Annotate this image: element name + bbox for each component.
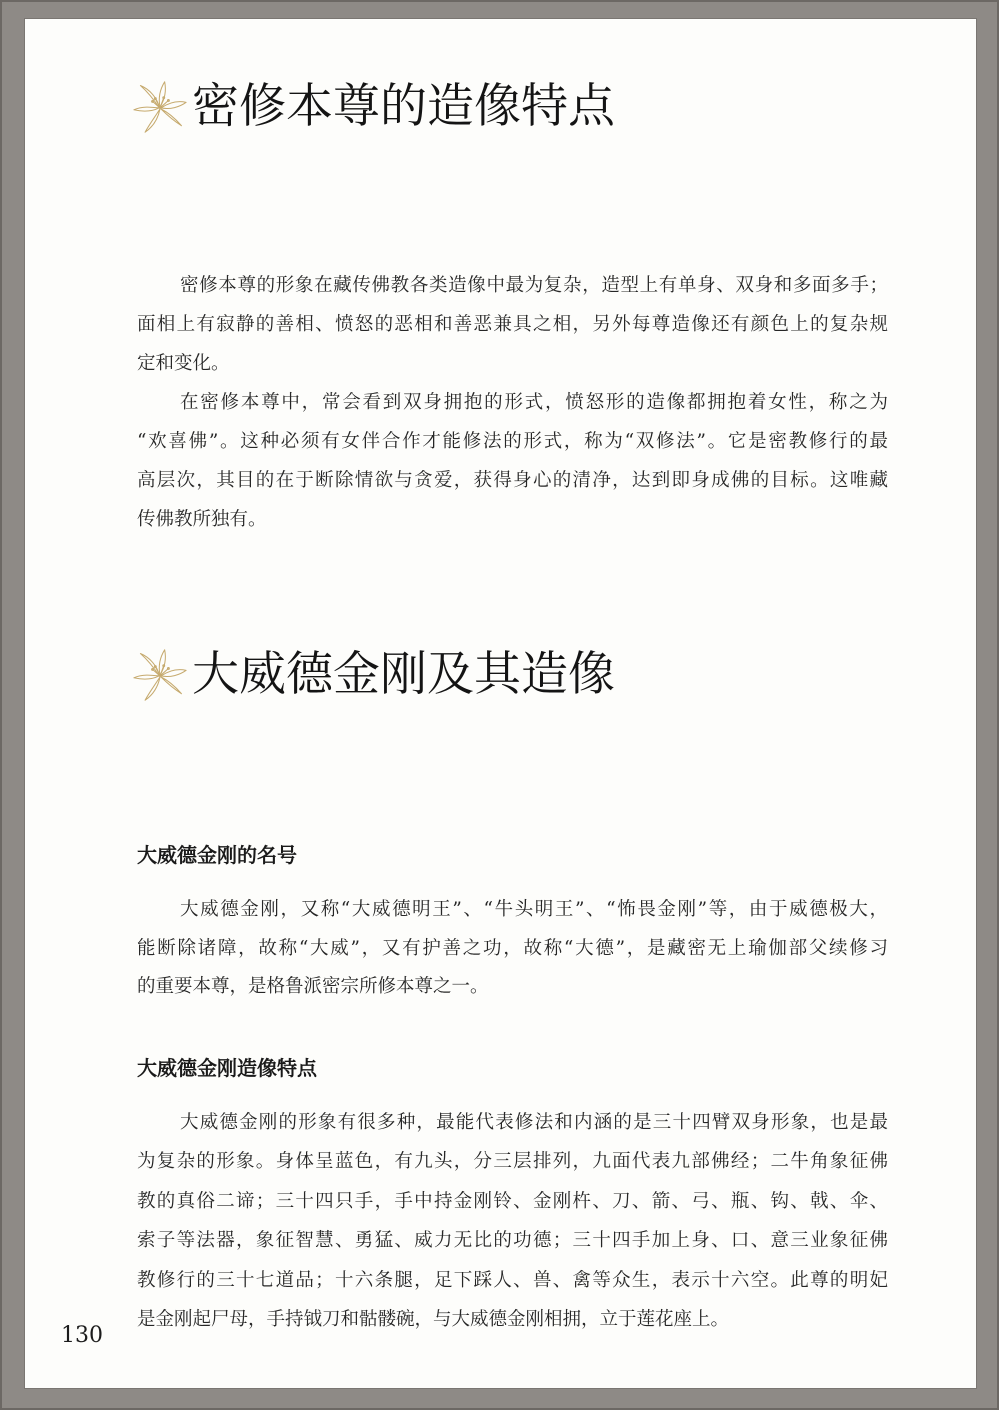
paragraph-line: 教修行的三十七道品；十六条腿，足下踩人、兽、禽等众生，表示十六空。此尊的明妃 [137,1269,888,1291]
paragraph-line: 高层次，其目的在于断除情欲与贪爱，获得身心的清净，达到即身成佛的目标。这唯藏 [137,470,888,491]
paragraph-line: 为复杂的形象。身体呈蓝色，有九头，分三层排列，九面代表九部佛经；二牛角象征佛 [137,1151,888,1173]
section-title: 大威德金刚及其造像 [192,647,615,702]
paragraph-line: 教的真俗二谛；三十四只手，手中持金刚铃、金刚杵、刀、箭、弓、瓶、钩、戟、伞、 [137,1190,888,1212]
paragraph-line: 大威德金刚，又称“大威德明王”、“牛头明王”、“怖畏金刚”等，由于威德极大， [180,899,888,920]
paragraph-line: 在密修本尊中，常会看到双身拥抱的形式，愤怒形的造像都拥抱着女性，称之为 [180,392,888,413]
subsection-1-body [137,891,888,1007]
paragraph [137,891,888,1007]
section-1-body [137,266,888,539]
paragraph-line: 传佛教所独有。 [137,509,267,530]
flower-icon [132,647,188,703]
paragraph [137,383,888,539]
page-number: 130 [61,1323,103,1348]
subsection-2-body [137,1103,888,1339]
paragraph-line: 大威德金刚的形象有很多种，最能代表修法和内涵的是三十四臂双身形象，也是最 [180,1112,888,1133]
paragraph-line: 定和变化。 [137,353,230,374]
paragraph-line: 能断除诸障，故称“大威”，又有护善之功，故称“大德”，是藏密无上瑜伽部父续修习 [137,937,888,959]
paragraph [137,1103,888,1339]
section-heading-1 [132,78,615,136]
subsection-title: 大威德金刚造像特点 [137,1056,317,1080]
section-title: 密修本尊的造像特点 [192,79,615,134]
flower-icon [132,79,188,135]
paragraph-line: “欢喜佛”。这种必须有女伴合作才能修法的形式，称为“双修法”。它是密教修行的最 [137,431,888,452]
paragraph-line: 面相上有寂静的善相、愤怒的恶相和善恶兼具之相，另外每尊造像还有颜色上的复杂规 [137,314,888,335]
subsection-title: 大威德金刚的名号 [137,843,297,867]
section-heading-2 [132,646,615,704]
paragraph-line: 是金刚起尸母，手持钺刀和骷髅碗，与大威德金刚相拥，立于莲花座上。 [137,1308,730,1330]
paragraph-line: 索子等法器，象征智慧、勇猛、威力无比的功德；三十四手加上身、口、意三业象征佛 [137,1230,888,1252]
paragraph-line: 的重要本尊，是格鲁派密宗所修本尊之一。 [137,976,489,997]
paragraph [137,266,888,383]
paragraph-line: 密修本尊的形象在藏传佛教各类造像中最为复杂，造型上有单身、双身和多面多手； [180,275,888,296]
